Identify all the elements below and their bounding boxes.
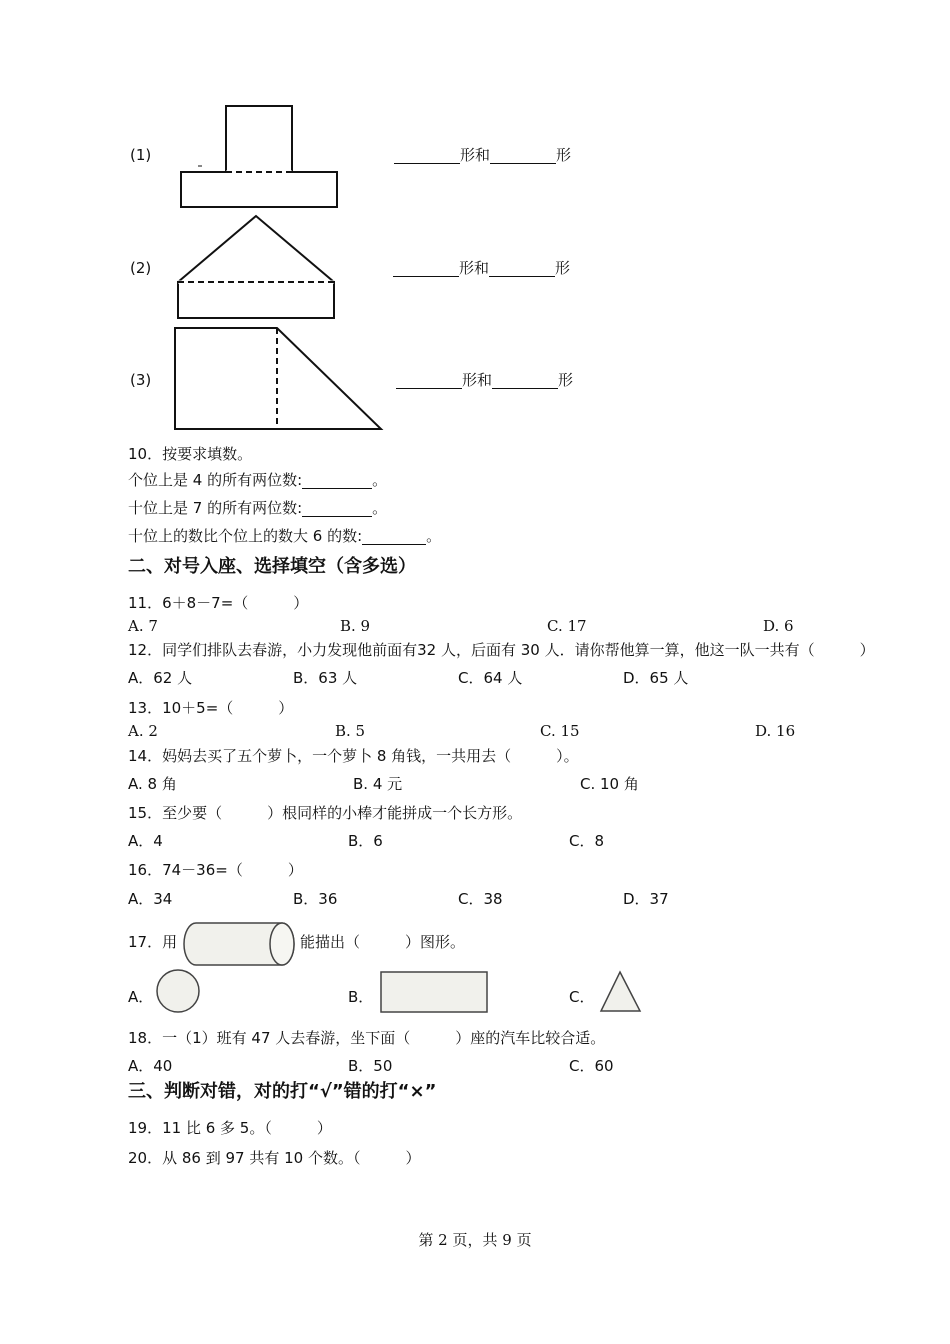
section-3-heading: 三、判断对错，对的打“√”错的打“×” [128, 1081, 437, 1102]
figure-trapezoid-shape [173, 325, 385, 433]
blank-2[interactable] [492, 388, 558, 389]
question-19-stem: 19．11 比 6 多 5。（ ） [128, 1119, 332, 1137]
option-b[interactable]: B. 4 元 [353, 775, 403, 793]
blank-text: 形和 [459, 259, 490, 277]
option-b[interactable]: B． [348, 988, 374, 1006]
question-16-stem: 16．74－36=（ ） [128, 861, 303, 879]
fill-blank[interactable] [362, 544, 426, 545]
option-b[interactable]: B. 9 [340, 617, 371, 635]
page-footer: 第 2 页，共 9 页 [418, 1231, 532, 1249]
option-a[interactable]: A. 7 [128, 617, 158, 635]
question-17-stem-post: 能描出（ ）图形。 [300, 933, 466, 951]
option-c[interactable]: C．38 [458, 890, 503, 908]
option-c[interactable]: C. 10 角 [580, 775, 639, 793]
answer-line [393, 259, 570, 277]
question-text: 十位上的数比个位上的数大 6 的数: [128, 527, 363, 545]
option-a[interactable]: A． [128, 988, 154, 1006]
figure-t-shape [178, 104, 343, 210]
question-13-stem: 13．10＋5=（ ） [128, 699, 294, 717]
option-c[interactable]: C．8 [569, 832, 605, 850]
section-2-heading: 二、对号入座、选择填空（含多选） [128, 556, 416, 577]
figure-house-shape [176, 214, 338, 322]
option-c[interactable]: C. 17 [547, 617, 587, 635]
blank-1[interactable] [396, 388, 462, 389]
option-a[interactable]: A. 8 角 [128, 775, 177, 793]
blank-1[interactable] [393, 276, 459, 277]
fill-blank[interactable] [302, 516, 372, 517]
cylinder-image [182, 920, 298, 968]
period: 。 [372, 471, 388, 489]
question-10-line-2 [128, 499, 387, 517]
question-10-line-3 [128, 527, 441, 545]
option-b[interactable]: B．63 人 [293, 669, 358, 687]
blank-text: 形和 [460, 146, 491, 164]
option-d[interactable]: D. 16 [755, 722, 796, 740]
figure-label: (3) [130, 371, 152, 389]
option-c[interactable]: C. 15 [540, 722, 580, 740]
question-18-stem: 18．一（1）班有 47 人去春游，坐下面（ ）座的汽车比较合适。 [128, 1029, 606, 1047]
option-b[interactable]: B. 5 [335, 722, 366, 740]
period: 。 [372, 499, 388, 517]
option-a[interactable]: A．4 [128, 832, 163, 850]
option-b[interactable]: B．50 [348, 1057, 393, 1075]
option-a[interactable]: A. 2 [128, 722, 158, 740]
option-a[interactable]: A．40 [128, 1057, 173, 1075]
circle-shape-image [154, 968, 204, 1016]
rectangle-shape-image [378, 969, 490, 1015]
option-c[interactable]: C．60 [569, 1057, 614, 1075]
answer-line [394, 146, 571, 164]
figure-label: (2) [130, 259, 152, 277]
option-d[interactable]: D. 6 [763, 617, 794, 635]
question-10-line-1 [128, 471, 387, 489]
figure-label: (1) [130, 146, 152, 164]
blank-text: 形 [555, 259, 571, 277]
question-12-stem: 12．同学们排队去春游，小力发现他前面有32 人，后面有 30 人．请你帮他算一算，他这一队一共有（ ） [128, 641, 875, 659]
question-15-stem: 15．至少要（ ）根同样的小棒才能拼成一个长方形。 [128, 804, 523, 822]
option-c[interactable]: C． [569, 988, 595, 1006]
blank-text: 形 [556, 146, 572, 164]
question-20-stem: 20．从 86 到 97 共有 10 个数。（ ） [128, 1149, 421, 1167]
option-b[interactable]: B．6 [348, 832, 383, 850]
option-c[interactable]: C．64 人 [458, 669, 523, 687]
blank-1[interactable] [394, 163, 460, 164]
triangle-shape-image [598, 969, 644, 1015]
blank-2[interactable] [490, 163, 556, 164]
fill-blank[interactable] [302, 488, 372, 489]
blank-text: 形和 [462, 371, 493, 389]
question-11-stem: 11．6＋8－7=（ ） [128, 594, 309, 612]
option-a[interactable]: A．34 [128, 890, 173, 908]
question-text: 个位上是 4 的所有两位数: [128, 471, 303, 489]
option-d[interactable]: D．65 人 [623, 669, 689, 687]
question-17-stem-pre: 17．用 [128, 933, 178, 951]
blank-2[interactable] [489, 276, 555, 277]
option-d[interactable]: D．37 [623, 890, 669, 908]
blank-text: 形 [558, 371, 574, 389]
question-14-stem: 14．妈妈去买了五个萝卜，一个萝卜 8 角钱，一共用去（ ）。 [128, 747, 579, 765]
option-b[interactable]: B．36 [293, 890, 338, 908]
option-a[interactable]: A．62 人 [128, 669, 193, 687]
period: 。 [426, 527, 442, 545]
answer-line [396, 371, 573, 389]
question-text: 十位上是 7 的所有两位数: [128, 499, 303, 517]
question-10-title: 10．按要求填数。 [128, 445, 253, 463]
